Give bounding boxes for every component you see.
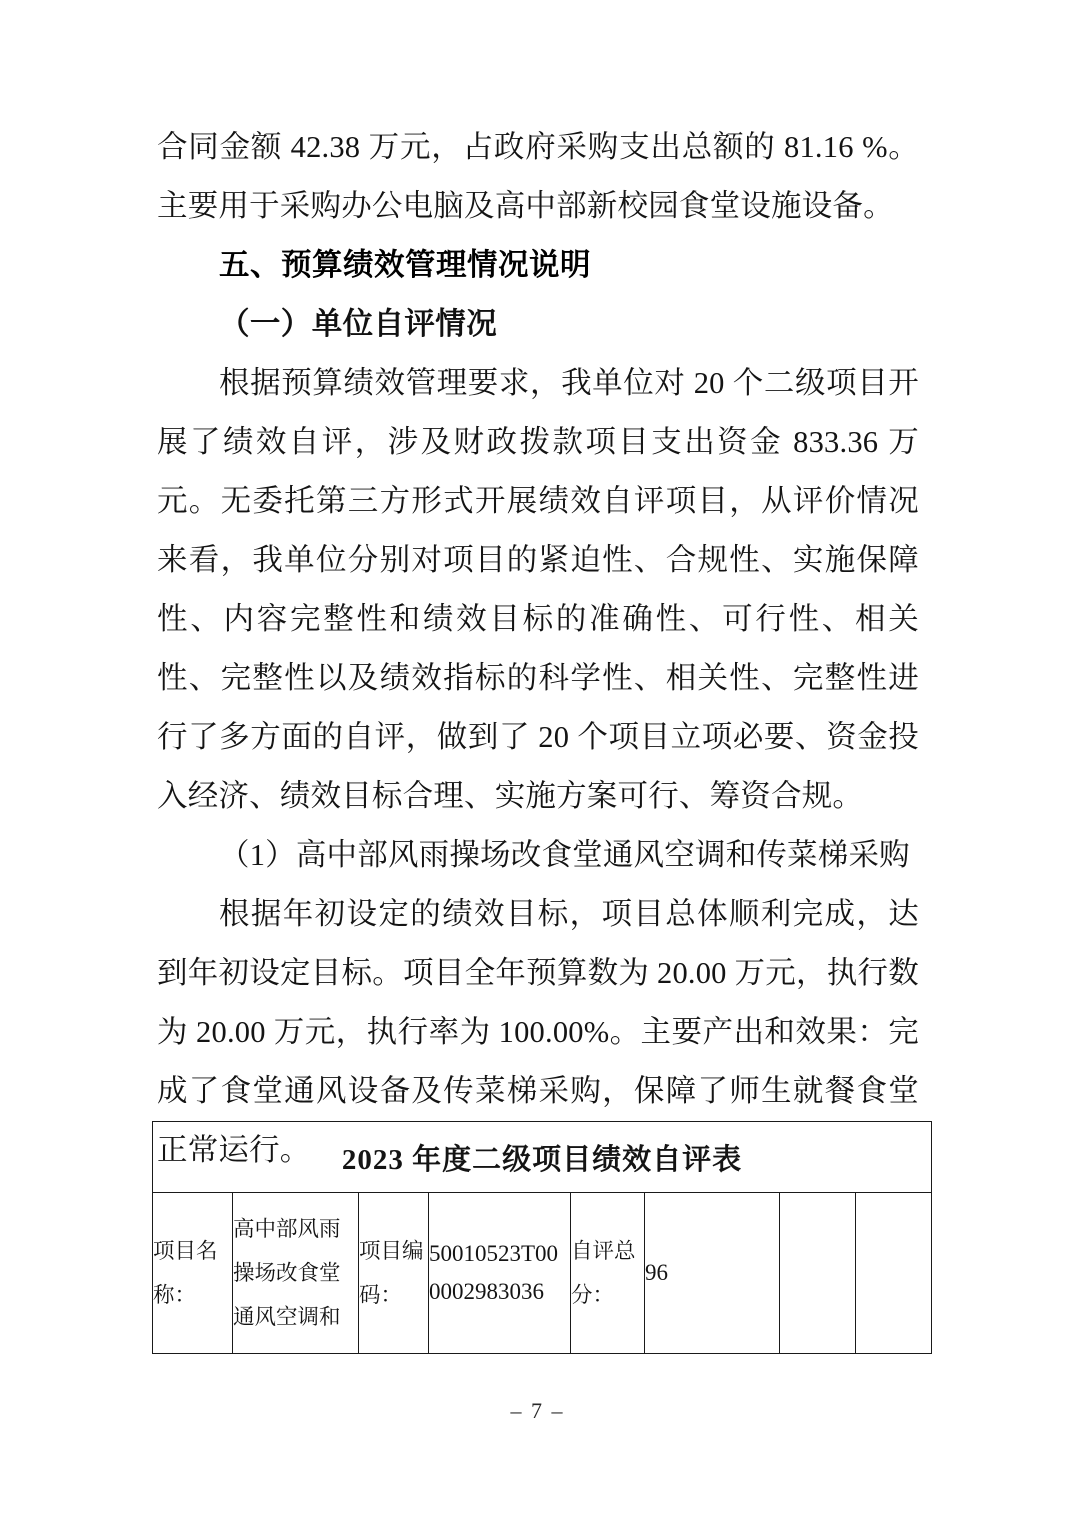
project-code-line-1: 50010523T00 bbox=[429, 1241, 559, 1266]
paragraph-self-evaluation-overview: 根据预算绩效管理要求，我单位对 20 个二级项目开展了绩效自评，涉及财政拨款项目支出资金 833.36 万元。无委托第三方形式开展绩效自评项目，从评价情况来看，我单位分别对项目的紧迫性、合规性、实施保障性、内容完整性和绩效目标的准确性、可行性、相关性、完整性以及绩效指标的科学性、相关性、完整性进行了多方面的自评，做到了 20 个项目立项必要、资金投入经济、绩效目标合理、实施方案可行、筹资合规。 bbox=[157, 366, 919, 813]
table-title-row bbox=[153, 1122, 932, 1193]
performance-self-evaluation-table bbox=[152, 1121, 932, 1354]
heading-unit-self-evaluation: （一）单位自评情况 bbox=[219, 307, 498, 341]
paragraph-item-1-title: （1）高中部风雨操场改食堂通风空调和传菜梯采购 bbox=[219, 838, 910, 872]
project-code-line-2: 0002983036 bbox=[429, 1279, 544, 1304]
performance-self-evaluation-table-wrapper bbox=[152, 1121, 931, 1354]
cell-label-project-code: 项目编码： bbox=[359, 1193, 429, 1354]
cell-label-project-name: 项目名称： bbox=[153, 1193, 233, 1354]
page-body-content bbox=[157, 118, 919, 1180]
project-name-line-1: 高中部风雨 bbox=[233, 1217, 341, 1241]
table-row bbox=[153, 1193, 932, 1354]
paragraph-contract-amount: 合同金额 42.38 万元，占政府采购支出总额的 81.16 %。主要用于采购办公电脑及高中部新校园食堂设施设备。 bbox=[157, 130, 919, 223]
cell-blank-1 bbox=[780, 1193, 856, 1354]
cell-value-project-name bbox=[233, 1193, 359, 1354]
project-name-line-2: 操场改食堂 bbox=[233, 1261, 341, 1285]
paragraph-item-1-detail: 根据年初设定的绩效目标，项目总体顺利完成，达到年初设定目标。项目全年预算数为 20.00 万元，执行数为 20.00 万元，执行率为 100.00%。主要产出和效果：完成了食堂通风设备及传菜梯采购，保障了师生就餐食堂正常运行。 bbox=[157, 897, 919, 1167]
table-title: 2023 年度二级项目绩效自评表 bbox=[153, 1122, 932, 1193]
cell-label-self-score: 自评总分： bbox=[571, 1193, 645, 1354]
page-number: – 7 – bbox=[510, 1398, 565, 1423]
project-name-line-3: 通风空调和 bbox=[233, 1305, 341, 1329]
cell-value-self-score: 96 bbox=[645, 1193, 780, 1354]
cell-value-project-code bbox=[429, 1193, 571, 1354]
cell-blank-2 bbox=[856, 1193, 932, 1354]
heading-budget-performance-management: 五、预算绩效管理情况说明 bbox=[219, 248, 591, 282]
